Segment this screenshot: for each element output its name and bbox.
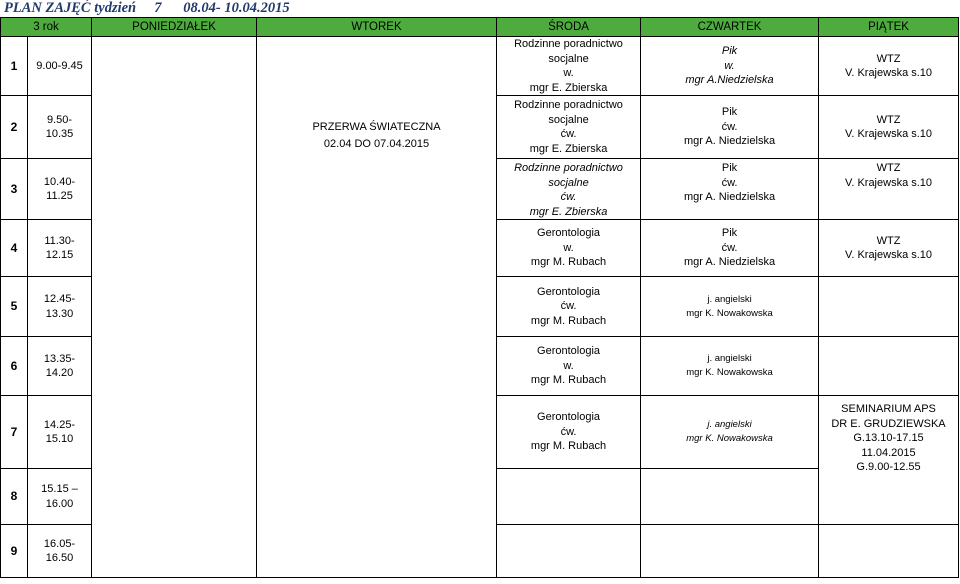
lesson-time: 16.05- 16.50	[28, 525, 92, 578]
wednesday-class: Rodzinne poradnictwo socjalne ćw. mgr E. Zbierska	[497, 159, 641, 220]
lesson-number: 5	[1, 277, 28, 337]
lesson-number: 6	[1, 337, 28, 396]
header-day-tuesday: WTOREK	[257, 18, 497, 37]
header-row	[1, 18, 959, 37]
monday-cell	[92, 37, 257, 578]
friday-class	[819, 525, 959, 578]
lesson-time: 9.50- 10.35	[28, 96, 92, 159]
wednesday-class: Rodzinne poradnictwo socjalne w. mgr E. Zbierska	[497, 37, 641, 96]
friday-class	[819, 337, 959, 396]
table-row	[1, 37, 959, 96]
thursday-class: Pik ćw. mgr A. Niedzielska	[641, 220, 819, 277]
wednesday-class: Rodzinne poradnictwo socjalne ćw. mgr E. Zbierska	[497, 96, 641, 159]
lesson-time: 9.00-9.45	[28, 37, 92, 96]
lesson-number: 4	[1, 220, 28, 277]
friday-class: WTZ V. Krajewska s.10	[819, 96, 959, 159]
schedule-table	[0, 17, 959, 578]
thursday-class	[641, 469, 819, 525]
wednesday-class: Gerontologia w. mgr M. Rubach	[497, 220, 641, 277]
lesson-number: 1	[1, 37, 28, 96]
header-day-friday: PIĄTEK	[819, 18, 959, 37]
friday-class: WTZ V. Krajewska s.10	[819, 220, 959, 277]
wednesday-class	[497, 525, 641, 578]
lesson-number: 2	[1, 96, 28, 159]
thursday-class: Pik ćw. mgr A. Niedzielska	[641, 159, 819, 220]
header-year: 3 rok	[1, 18, 92, 37]
wednesday-class	[497, 469, 641, 525]
friday-seminar: SEMINARIUM APS DR E. GRUDZIEWSKA G.13.10-17.15 11.04.2015 G.9.00-12.55	[819, 396, 959, 525]
lesson-number: 7	[1, 396, 28, 469]
header-day-wednesday: ŚRODA	[497, 18, 641, 37]
thursday-class: j. angielski mgr K. Nowakowska	[641, 337, 819, 396]
thursday-class: Pik w. mgr A.Niedzielska	[641, 37, 819, 96]
header-day-thursday: CZWARTEK	[641, 18, 819, 37]
lesson-time: 14.25- 15.10	[28, 396, 92, 469]
friday-class: WTZ V. Krajewska s.10	[819, 37, 959, 96]
wednesday-class: Gerontologia w. mgr M. Rubach	[497, 337, 641, 396]
friday-class	[819, 277, 959, 337]
lesson-time: 12.45- 13.30	[28, 277, 92, 337]
header-day-monday: PONIEDZIAŁEK	[92, 18, 257, 37]
lesson-number: 3	[1, 159, 28, 220]
tuesday-cell	[257, 37, 497, 578]
thursday-class	[641, 525, 819, 578]
lesson-time: 11.30- 12.15	[28, 220, 92, 277]
thursday-class: j. angielski mgr K. Nowakowska	[641, 277, 819, 337]
wednesday-class: Gerontologia ćw. mgr M. Rubach	[497, 396, 641, 469]
friday-class: WTZ V. Krajewska s.10	[819, 159, 959, 220]
lesson-time: 13.35- 14.20	[28, 337, 92, 396]
thursday-class: j. angielski mgr K. Nowakowska	[641, 396, 819, 469]
holiday-break-note: PRZERWA ŚWIATECZNA 02.04 DO 07.04.2015	[312, 121, 441, 150]
lesson-number: 8	[1, 469, 28, 525]
lesson-time: 15.15 – 16.00	[28, 469, 92, 525]
lesson-number: 9	[1, 525, 28, 578]
thursday-class: Pik ćw. mgr A. Niedzielska	[641, 96, 819, 159]
lesson-time: 10.40- 11.25	[28, 159, 92, 220]
wednesday-class: Gerontologia ćw. mgr M. Rubach	[497, 277, 641, 337]
page-title: PLAN ZAJĘĆ tydzień 7 08.04- 10.04.2015	[4, 0, 290, 16]
